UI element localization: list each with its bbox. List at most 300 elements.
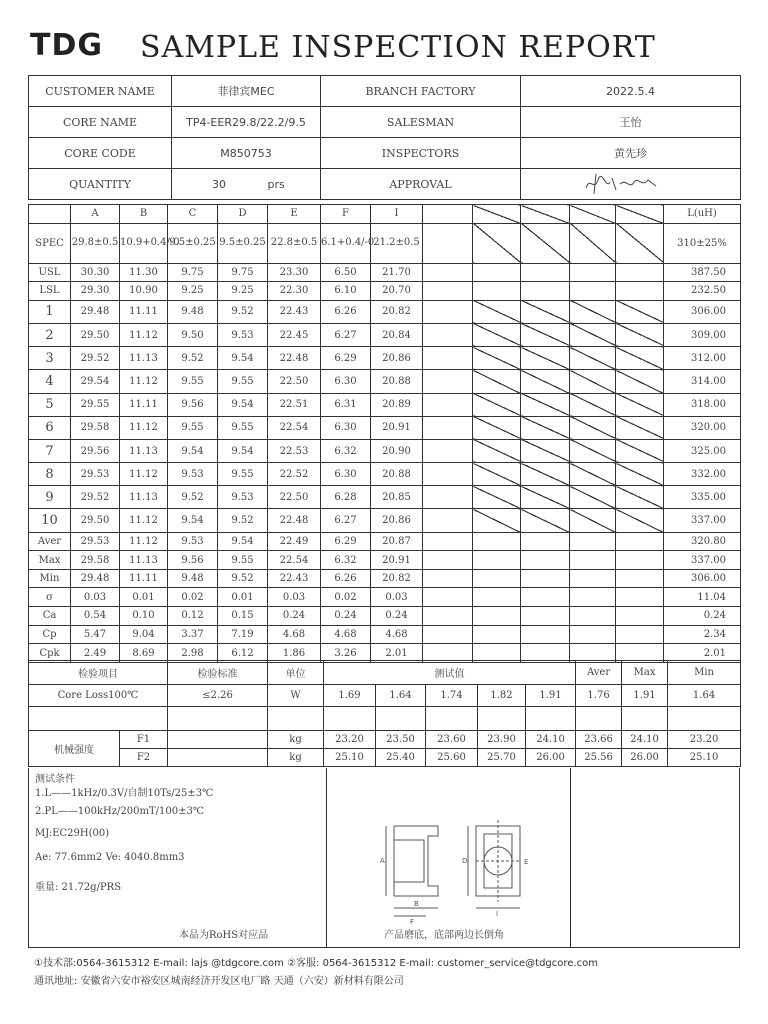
- diagonal-cell: [521, 416, 570, 439]
- measure-value: 29.53: [71, 532, 120, 551]
- diagonal-cell: [616, 393, 664, 416]
- empty-cell: [423, 463, 473, 486]
- empty-cell: [423, 532, 473, 551]
- empty-cell: [570, 569, 616, 588]
- core-loss-value: 1.64: [376, 685, 426, 707]
- measure-value: 2.98: [168, 644, 218, 663]
- diagonal-cell: [570, 439, 616, 462]
- measure-value: 9.54: [218, 347, 268, 370]
- spec-l-value: 310±25%: [664, 223, 741, 263]
- empty-cell: [473, 625, 521, 644]
- measure-value: 9.75: [218, 263, 268, 282]
- measure-value: 4.68: [268, 625, 321, 644]
- measure-row: [29, 300, 741, 323]
- spec-value: 29.8±0.5: [71, 223, 120, 263]
- l-value: 318.00: [664, 393, 741, 416]
- empty-cell: [423, 223, 473, 263]
- empty-cell: [570, 625, 616, 644]
- measure-value: 0.03: [268, 588, 321, 607]
- dim-i-label: I: [496, 910, 499, 918]
- measure-value: 9.55: [218, 551, 268, 570]
- footer-address: 通讯地址: 安徽省六安市裕安区城南经济开发区电厂路 天通（六安）新材料有限公司: [34, 976, 404, 987]
- measure-value: 30.30: [71, 263, 120, 282]
- standard-header: 检验标准: [168, 661, 268, 685]
- measure-value: 9.53: [218, 323, 268, 346]
- f1-label: F1: [120, 731, 168, 749]
- empty-cell: [168, 707, 268, 731]
- measure-value: 20.70: [371, 282, 423, 301]
- measure-row: [29, 569, 741, 588]
- measure-value: 0.15: [218, 607, 268, 626]
- empty-cell: [576, 707, 622, 731]
- measure-row: [29, 486, 741, 509]
- measure-value: 9.54: [168, 509, 218, 532]
- l-value: 306.00: [664, 300, 741, 323]
- measure-value: 6.50: [321, 263, 371, 282]
- measure-value: 6.31: [321, 393, 371, 416]
- measure-value: 6.30: [321, 416, 371, 439]
- condition-line-5: 重量: 21.72g/PRS: [35, 882, 122, 893]
- diagonal-cell: [616, 509, 664, 532]
- min-header: Min: [668, 661, 741, 685]
- diagonal-cell: [473, 205, 521, 224]
- signature-mark: [576, 170, 686, 196]
- measure-value: 11.13: [120, 347, 168, 370]
- row-label: Aver: [29, 532, 71, 551]
- measure-value: 20.88: [371, 463, 423, 486]
- measure-value: 6.26: [321, 300, 371, 323]
- empty-cell: [423, 282, 473, 301]
- f2-value: 26.00: [526, 749, 576, 767]
- measure-value: 9.52: [168, 347, 218, 370]
- empty-cell: [423, 607, 473, 626]
- measure-value: 9.55: [218, 463, 268, 486]
- diagonal-cell: [473, 463, 521, 486]
- empty-cell: [521, 263, 570, 282]
- condition-line-2: 2.PL——100kHz/200mT/100±3℃: [35, 806, 205, 817]
- diagonal-cell: [570, 323, 616, 346]
- measure-value: 20.90: [371, 439, 423, 462]
- row-label: Cpk: [29, 644, 71, 663]
- measure-value: 3.37: [168, 625, 218, 644]
- diagonal-cell: [570, 486, 616, 509]
- measure-value: 0.10: [120, 607, 168, 626]
- dimension-header: A: [71, 205, 120, 224]
- measure-value: 8.69: [120, 644, 168, 663]
- measure-value: 6.32: [321, 551, 371, 570]
- measure-value: 9.50: [168, 323, 218, 346]
- measure-value: 10.90: [120, 282, 168, 301]
- diagonal-cell: [616, 323, 664, 346]
- measure-value: 11.12: [120, 323, 168, 346]
- condition-line-3: MJ:EC29H(00): [35, 828, 110, 839]
- measure-value: 20.86: [371, 347, 423, 370]
- diagonal-cell: [616, 370, 664, 393]
- measure-value: 22.51: [268, 393, 321, 416]
- quantity-number: 30: [212, 177, 226, 191]
- empty-cell: [521, 282, 570, 301]
- l-value: 387.50: [664, 263, 741, 282]
- measure-value: 2.49: [71, 644, 120, 663]
- empty-cell: [423, 569, 473, 588]
- measure-row: [29, 463, 741, 486]
- measure-row: [29, 282, 741, 301]
- f1-unit: kg: [268, 731, 324, 749]
- empty-cell: [423, 625, 473, 644]
- empty-cell: [473, 263, 521, 282]
- measure-value: 7.19: [218, 625, 268, 644]
- measure-value: 20.82: [371, 569, 423, 588]
- l-value: 320.00: [664, 416, 741, 439]
- header-table: [28, 75, 741, 200]
- empty-cell: [29, 205, 71, 224]
- measure-value: 29.53: [71, 463, 120, 486]
- measure-value: 29.50: [71, 323, 120, 346]
- test-conditions: [29, 768, 327, 947]
- max-header: Max: [622, 661, 668, 685]
- spec-value: 22.8±0.5: [268, 223, 321, 263]
- row-label: 5: [29, 393, 71, 416]
- diagonal-cell: [473, 347, 521, 370]
- empty-cell: [570, 532, 616, 551]
- measure-value: 0.02: [321, 588, 371, 607]
- empty-cell: [423, 509, 473, 532]
- f2-value: 25.40: [376, 749, 426, 767]
- diagonal-cell: [473, 370, 521, 393]
- row-label: σ: [29, 588, 71, 607]
- measure-value: 11.12: [120, 416, 168, 439]
- measure-value: 22.48: [268, 509, 321, 532]
- empty-cell: [616, 282, 664, 301]
- measure-value: 20.82: [371, 300, 423, 323]
- measure-value: 6.12: [218, 644, 268, 663]
- measure-value: 9.48: [168, 569, 218, 588]
- empty-cell: [473, 551, 521, 570]
- measure-value: 29.58: [71, 416, 120, 439]
- measure-value: 0.02: [168, 588, 218, 607]
- measure-value: 22.45: [268, 323, 321, 346]
- f2-min: 25.10: [668, 749, 741, 767]
- measure-value: 0.01: [218, 588, 268, 607]
- empty-cell: [521, 532, 570, 551]
- measure-value: 0.03: [371, 588, 423, 607]
- measure-value: 22.49: [268, 532, 321, 551]
- empty-cell: [616, 625, 664, 644]
- measure-value: 29.55: [71, 393, 120, 416]
- aver-header: Aver: [576, 661, 622, 685]
- empty-cell: [423, 370, 473, 393]
- measure-row: [29, 416, 741, 439]
- diagonal-cell: [616, 486, 664, 509]
- measure-value: 9.48: [168, 300, 218, 323]
- row-label: 9: [29, 486, 71, 509]
- dim-b-label: B: [414, 900, 419, 908]
- mech-strength-label: 机械强度: [29, 731, 120, 767]
- inspectors-label: INSPECTORS: [321, 138, 521, 169]
- measure-value: 22.53: [268, 439, 321, 462]
- core-loss-unit: W: [268, 685, 324, 707]
- measure-value: 22.50: [268, 370, 321, 393]
- measure-value: 9.54: [168, 439, 218, 462]
- measure-value: 11.12: [120, 370, 168, 393]
- measure-value: 3.26: [321, 644, 371, 663]
- row-label: Min: [29, 569, 71, 588]
- spec-value: 21.2±0.5: [371, 223, 423, 263]
- spec-row: [29, 223, 741, 263]
- measure-value: 11.12: [120, 509, 168, 532]
- measure-value: 6.30: [321, 463, 371, 486]
- f2-value: 25.10: [324, 749, 376, 767]
- f2-value: 25.70: [478, 749, 526, 767]
- l-value: 337.00: [664, 551, 741, 570]
- measure-row: [29, 347, 741, 370]
- quantity-unit: prs: [267, 177, 285, 191]
- empty-cell: [29, 707, 168, 731]
- dim-a-label: A: [380, 857, 385, 865]
- quantity-value: [172, 169, 321, 200]
- quantity-label: QUANTITY: [29, 169, 172, 200]
- empty-cell: [521, 569, 570, 588]
- branch-factory-label: BRANCH FACTORY: [321, 76, 521, 107]
- row-label: USL: [29, 263, 71, 282]
- salesman-label: SALESMAN: [321, 107, 521, 138]
- l-value: 335.00: [664, 486, 741, 509]
- diagonal-cell: [616, 463, 664, 486]
- measure-value: 29.30: [71, 282, 120, 301]
- diagonal-cell: [570, 370, 616, 393]
- row-label: LSL: [29, 282, 71, 301]
- salesman-value: 王怡: [521, 107, 741, 138]
- measure-row: [29, 588, 741, 607]
- empty-cell: [473, 569, 521, 588]
- core-loss-value: 1.69: [324, 685, 376, 707]
- core-loss-standard: ≤2.26: [168, 685, 268, 707]
- measure-value: 6.27: [321, 509, 371, 532]
- diagonal-cell: [616, 439, 664, 462]
- measure-value: 6.27: [321, 323, 371, 346]
- measure-value: 6.30: [321, 370, 371, 393]
- dim-d-label: D: [462, 857, 468, 865]
- measure-value: 20.87: [371, 532, 423, 551]
- spec-value: 9.5±0.25: [218, 223, 268, 263]
- l-header: L(uH): [664, 205, 741, 224]
- l-value: 0.24: [664, 607, 741, 626]
- core-name-value: TP4-EER29.8/22.2/9.5: [172, 107, 321, 138]
- empty-cell: [423, 551, 473, 570]
- test-value-header: 测试值: [324, 661, 576, 685]
- empty-cell: [423, 486, 473, 509]
- empty-cell: [423, 416, 473, 439]
- measure-value: 11.11: [120, 300, 168, 323]
- diagonal-cell: [473, 223, 521, 263]
- measure-value: 22.54: [268, 551, 321, 570]
- diagonal-cell: [473, 393, 521, 416]
- measure-value: 29.48: [71, 569, 120, 588]
- measure-value: 6.28: [321, 486, 371, 509]
- measure-value: 9.55: [168, 370, 218, 393]
- row-label: 7: [29, 439, 71, 462]
- condition-line-1: 1.L——1kHz/0.3V/自制10Ts/25±3℃: [35, 788, 214, 799]
- empty-cell: [168, 731, 268, 749]
- diagonal-cell: [616, 300, 664, 323]
- core-loss-value: 1.82: [478, 685, 526, 707]
- f2-max: 26.00: [622, 749, 668, 767]
- empty-cell: [521, 607, 570, 626]
- l-value: 312.00: [664, 347, 741, 370]
- diagonal-cell: [570, 416, 616, 439]
- company-logo: TDG: [30, 28, 103, 63]
- empty-cell: [423, 263, 473, 282]
- diagonal-cell: [521, 509, 570, 532]
- diagonal-cell: [521, 300, 570, 323]
- measure-value: 29.50: [71, 509, 120, 532]
- empty-cell: [423, 300, 473, 323]
- spec-label: SPEC: [29, 223, 71, 263]
- measure-row: [29, 393, 741, 416]
- empty-cell: [616, 551, 664, 570]
- diagonal-cell: [570, 205, 616, 224]
- measure-value: 4.68: [321, 625, 371, 644]
- measure-value: 9.52: [218, 569, 268, 588]
- l-value: 332.00: [664, 463, 741, 486]
- empty-cell: [473, 607, 521, 626]
- measure-value: 11.30: [120, 263, 168, 282]
- row-label: 3: [29, 347, 71, 370]
- diagonal-cell: [473, 300, 521, 323]
- measure-value: 6.26: [321, 569, 371, 588]
- f1-min: 23.20: [668, 731, 741, 749]
- spec-value: 9.5±0.25: [168, 223, 218, 263]
- l-value: 337.00: [664, 509, 741, 532]
- diagonal-cell: [570, 300, 616, 323]
- report-title: SAMPLE INSPECTION REPORT: [140, 30, 656, 65]
- measure-value: 9.52: [218, 300, 268, 323]
- core-code-value: M850753: [172, 138, 321, 169]
- empty-cell: [521, 625, 570, 644]
- measure-value: 29.48: [71, 300, 120, 323]
- row-label: 1: [29, 300, 71, 323]
- diagonal-cell: [616, 223, 664, 263]
- empty-cell: [376, 707, 426, 731]
- row-label: 4: [29, 370, 71, 393]
- empty-cell: [423, 347, 473, 370]
- l-value: 309.00: [664, 323, 741, 346]
- rohs-note: 本品为RoHS对应品: [179, 930, 269, 941]
- diagonal-cell: [570, 509, 616, 532]
- conditions-title: 测试条件: [35, 774, 75, 785]
- row-label: 2: [29, 323, 71, 346]
- spec-value: 10.9+0.4/-0: [120, 223, 168, 263]
- empty-cell: [423, 323, 473, 346]
- conditions-section: [28, 768, 740, 948]
- empty-cell: [423, 588, 473, 607]
- core-loss-min: 1.64: [668, 685, 741, 707]
- l-value: 2.34: [664, 625, 741, 644]
- measurement-table: [28, 204, 741, 663]
- approval-label: APPROVAL: [321, 169, 521, 200]
- measure-value: 20.84: [371, 323, 423, 346]
- measure-value: 11.12: [120, 463, 168, 486]
- measure-value: 6.29: [321, 532, 371, 551]
- diagonal-cell: [616, 416, 664, 439]
- f1-value: 23.20: [324, 731, 376, 749]
- diagonal-cell: [473, 439, 521, 462]
- diagonal-cell: [521, 393, 570, 416]
- diagonal-cell: [473, 416, 521, 439]
- measure-value: 9.53: [168, 532, 218, 551]
- measure-value: 0.24: [371, 607, 423, 626]
- diagonal-cell: [570, 347, 616, 370]
- measure-value: 22.48: [268, 347, 321, 370]
- empty-cell: [616, 588, 664, 607]
- dimension-header: F: [321, 205, 371, 224]
- empty-cell: [521, 588, 570, 607]
- empty-cell: [423, 393, 473, 416]
- diagonal-cell: [570, 393, 616, 416]
- measure-value: 6.32: [321, 439, 371, 462]
- dimension-header: C: [168, 205, 218, 224]
- dimension-header: I: [371, 205, 423, 224]
- measure-value: 11.11: [120, 393, 168, 416]
- measure-value: 9.53: [218, 486, 268, 509]
- measure-value: 0.24: [268, 607, 321, 626]
- empty-cell: [521, 551, 570, 570]
- measure-value: 5.47: [71, 625, 120, 644]
- f2-label: F2: [120, 749, 168, 767]
- diagonal-cell: [521, 463, 570, 486]
- f1-value: 23.60: [426, 731, 478, 749]
- empty-cell: [324, 707, 376, 731]
- diagonal-cell: [521, 223, 570, 263]
- l-value: 314.00: [664, 370, 741, 393]
- measure-value: 11.12: [120, 532, 168, 551]
- core-loss-max: 1.91: [622, 685, 668, 707]
- measure-value: 11.13: [120, 439, 168, 462]
- measure-value: 9.52: [218, 509, 268, 532]
- diagonal-cell: [473, 486, 521, 509]
- measure-value: 9.56: [168, 393, 218, 416]
- empty-cell: [168, 749, 268, 767]
- measure-value: 0.03: [71, 588, 120, 607]
- empty-cell: [570, 551, 616, 570]
- unit-header: 单位: [268, 661, 324, 685]
- inspector-value: 黄先珍: [521, 138, 741, 169]
- core-loss-item: Core Loss100℃: [29, 685, 168, 707]
- measure-value: 11.11: [120, 569, 168, 588]
- core-code-label: CORE CODE: [29, 138, 172, 169]
- measure-value: 0.12: [168, 607, 218, 626]
- approval-signature: [521, 169, 741, 200]
- empty-cell: [616, 263, 664, 282]
- core-drawing: [326, 768, 570, 926]
- measure-value: 11.13: [120, 551, 168, 570]
- empty-cell: [268, 707, 324, 731]
- row-label: 6: [29, 416, 71, 439]
- l-value: 11.04: [664, 588, 741, 607]
- measure-value: 29.58: [71, 551, 120, 570]
- measure-value: 22.52: [268, 463, 321, 486]
- empty-cell: [570, 607, 616, 626]
- measure-value: 20.91: [371, 416, 423, 439]
- measure-value: 21.70: [371, 263, 423, 282]
- row-label: Ca: [29, 607, 71, 626]
- empty-cell: [570, 588, 616, 607]
- measure-value: 20.88: [371, 370, 423, 393]
- measure-value: 9.54: [218, 532, 268, 551]
- measure-value: 9.56: [168, 551, 218, 570]
- f2-value: 25.60: [426, 749, 478, 767]
- empty-cell: [473, 532, 521, 551]
